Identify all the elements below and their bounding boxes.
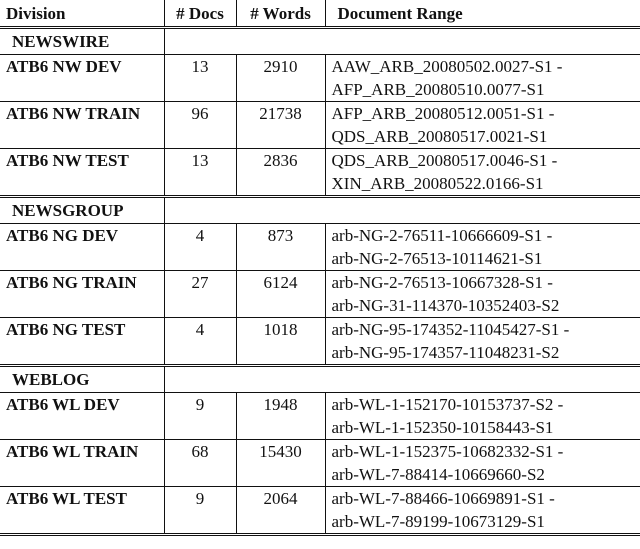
division-name: ATB6 WL DEV	[0, 393, 164, 440]
words-cell: 2064	[236, 487, 325, 535]
range-end: arb-WL-7-88414-10669660-S2	[331, 465, 545, 484]
docs-cell: 9	[164, 487, 236, 535]
range-cell	[325, 487, 640, 535]
words-cell: 873	[236, 224, 325, 271]
division-name: ATB6 NW TEST	[0, 149, 164, 197]
docs-cell: 27	[164, 271, 236, 318]
docs-cell: 13	[164, 149, 236, 197]
range-start: AFP_ARB_20080512.0051-S1 -	[331, 104, 555, 123]
range-end: QDS_ARB_20080517.0021-S1	[331, 127, 548, 146]
division-name: ATB6 NG DEV	[0, 224, 164, 271]
section-label: NEWSWIRE	[0, 28, 164, 55]
range-cell	[325, 271, 640, 318]
range-start: arb-WL-1-152170-10153737-S2 -	[331, 395, 564, 414]
range-end: XIN_ARB_20080522.0166-S1	[331, 174, 544, 193]
range-end: arb-NG-2-76513-10114621-S1	[331, 249, 543, 268]
section-spacer	[164, 197, 640, 224]
header-row	[0, 0, 640, 28]
range-start: arb-WL-7-88466-10669891-S1 -	[331, 489, 555, 508]
range-start: arb-NG-2-76511-10666609-S1 -	[331, 226, 553, 245]
words-cell: 1948	[236, 393, 325, 440]
table-row	[0, 55, 640, 102]
range-end: arb-NG-31-114370-10352403-S2	[331, 296, 560, 315]
words-cell: 1018	[236, 318, 325, 366]
docs-cell: 4	[164, 318, 236, 366]
section-row-newswire	[0, 28, 640, 55]
docs-cell: 96	[164, 102, 236, 149]
docs-cell: 68	[164, 440, 236, 487]
range-end: arb-WL-1-152350-10158443-S1	[331, 418, 554, 437]
range-end: arb-NG-95-174357-11048231-S2	[331, 343, 560, 362]
division-name: ATB6 NW DEV	[0, 55, 164, 102]
table-row	[0, 271, 640, 318]
division-name: ATB6 NG TEST	[0, 318, 164, 366]
section-label: WEBLOG	[0, 366, 164, 393]
words-cell: 6124	[236, 271, 325, 318]
division-name: ATB6 NG TRAIN	[0, 271, 164, 318]
range-end: AFP_ARB_20080510.0077-S1	[331, 80, 545, 99]
range-cell	[325, 440, 640, 487]
section-row-weblog	[0, 366, 640, 393]
range-cell	[325, 102, 640, 149]
range-cell	[325, 55, 640, 102]
division-name: ATB6 NW TRAIN	[0, 102, 164, 149]
section-spacer	[164, 366, 640, 393]
range-end: arb-WL-7-89199-10673129-S1	[331, 512, 545, 531]
table-row	[0, 102, 640, 149]
table-row	[0, 318, 640, 366]
docs-cell: 13	[164, 55, 236, 102]
table-row	[0, 393, 640, 440]
division-name: ATB6 WL TRAIN	[0, 440, 164, 487]
header-words: # Words	[236, 0, 325, 28]
words-cell: 15430	[236, 440, 325, 487]
range-start: arb-NG-95-174352-11045427-S1 -	[331, 320, 570, 339]
section-label: NEWSGROUP	[0, 197, 164, 224]
header-division: Division	[0, 0, 164, 28]
header-docs: # Docs	[164, 0, 236, 28]
table-row	[0, 149, 640, 197]
range-cell	[325, 149, 640, 197]
table-row	[0, 224, 640, 271]
table-row	[0, 440, 640, 487]
docs-cell: 4	[164, 224, 236, 271]
words-cell: 2836	[236, 149, 325, 197]
range-cell	[325, 224, 640, 271]
range-start: arb-WL-1-152375-10682332-S1 -	[331, 442, 564, 461]
range-start: QDS_ARB_20080517.0046-S1 -	[331, 151, 558, 170]
range-cell	[325, 393, 640, 440]
table-row	[0, 487, 640, 535]
range-cell	[325, 318, 640, 366]
words-cell: 21738	[236, 102, 325, 149]
words-cell: 2910	[236, 55, 325, 102]
range-start: AAW_ARB_20080502.0027-S1 -	[331, 57, 563, 76]
division-name: ATB6 WL TEST	[0, 487, 164, 535]
docs-cell: 9	[164, 393, 236, 440]
range-start: arb-NG-2-76513-10667328-S1 -	[331, 273, 553, 292]
header-range: Document Range	[325, 0, 640, 28]
section-spacer	[164, 28, 640, 55]
section-row-newsgroup	[0, 197, 640, 224]
